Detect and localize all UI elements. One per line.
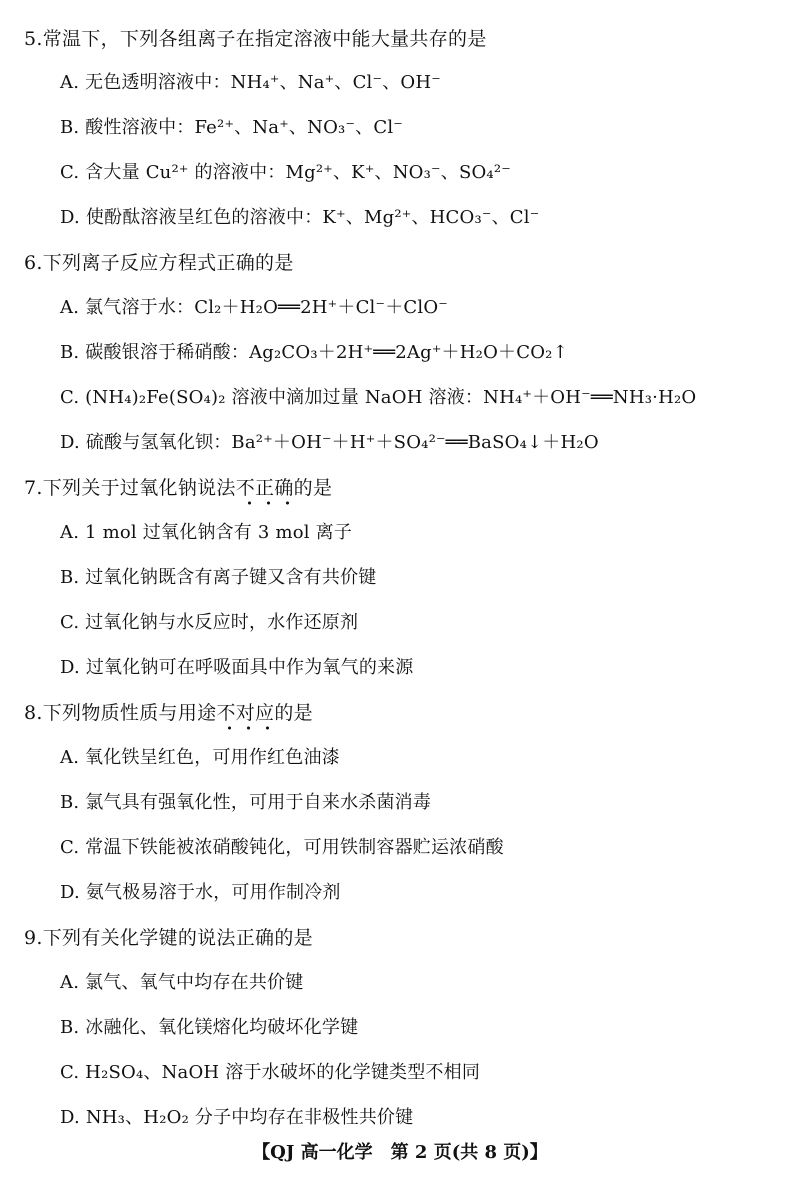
question-5-option-d: D. 使酚酞溶液呈红色的溶液中：K⁺、Mg²⁺、HCO₃⁻、Cl⁻ bbox=[60, 207, 540, 228]
question-8-option-c: C. 常温下铁能被浓硝酸钝化，可用铁制容器贮运浓硝酸 bbox=[60, 837, 504, 858]
question-8-option-d: D. 氨气极易溶于水，可用作制冷剂 bbox=[60, 882, 341, 903]
question-7-option-a: A. 1 mol 过氧化钠含有 3 mol 离子 bbox=[60, 522, 353, 543]
question-6-option-a: A. 氯气溶于水：Cl₂＋H₂O══2H⁺＋Cl⁻＋ClO⁻ bbox=[60, 297, 448, 318]
question-8-emphasis: 不对应 bbox=[216, 702, 275, 724]
question-6-option-d: D. 硫酸与氢氧化钡：Ba²⁺＋OH⁻＋H⁺＋SO₄²⁻══BaSO₄↓＋H₂O bbox=[60, 432, 599, 453]
question-9-option-c: C. H₂SO₄、NaOH 溶于水破坏的化学键类型不相同 bbox=[60, 1062, 481, 1083]
question-7-option-d: D. 过氧化钠可在呼吸面具中作为氧气的来源 bbox=[60, 657, 414, 678]
question-7-stem bbox=[24, 476, 332, 500]
question-8-stem-start: 8.下列物质性质与用途 bbox=[24, 702, 217, 724]
question-7-option-b: B. 过氧化钠既含有离子键又含有共价键 bbox=[60, 567, 377, 588]
question-6-option-c: C. (NH₄)₂Fe(SO₄)₂ 溶液中滴加过量 NaOH 溶液：NH₄⁺＋OH⁻══NH₃·H₂O bbox=[60, 387, 697, 408]
question-5-option-c: C. 含大量 Cu²⁺ 的溶液中：Mg²⁺、K⁺、NO₃⁻、SO₄²⁻ bbox=[60, 162, 511, 183]
question-6-stem: 6.下列离子反应方程式正确的是 bbox=[24, 252, 294, 274]
question-8-option-b: B. 氯气具有强氧化性，可用于自来水杀菌消毒 bbox=[60, 792, 432, 813]
question-7-stem-end: 的是 bbox=[293, 477, 333, 499]
question-9-stem: 9.下列有关化学键的说法正确的是 bbox=[24, 927, 313, 949]
question-8-option-a: A. 氧化铁呈红色，可用作红色油漆 bbox=[60, 747, 340, 768]
question-6-option-b: B. 碳酸银溶于稀硝酸：Ag₂CO₃＋2H⁺══2Ag⁺＋H₂O＋CO₂↑ bbox=[60, 342, 568, 363]
question-5-option-a: A. 无色透明溶液中：NH₄⁺、Na⁺、Cl⁻、OH⁻ bbox=[60, 72, 441, 93]
question-7-emphasis: 不正确 bbox=[235, 477, 294, 499]
question-7-stem-start: 7.下列关于过氧化钠说法 bbox=[24, 477, 236, 499]
question-8-stem-end: 的是 bbox=[274, 702, 313, 724]
question-8-stem bbox=[24, 701, 313, 725]
question-9-option-a: A. 氯气、氧气中均存在共价键 bbox=[60, 972, 304, 993]
question-5-stem: 5.常温下，下列各组离子在指定溶液中能大量共存的是 bbox=[24, 28, 487, 50]
question-7-option-c: C. 过氧化钠与水反应时，水作还原剂 bbox=[60, 612, 359, 633]
question-5-option-b: B. 酸性溶液中：Fe²⁺、Na⁺、NO₃⁻、Cl⁻ bbox=[60, 117, 403, 138]
question-9-option-d: D. NH₃、H₂O₂ 分子中均存在非极性共价键 bbox=[60, 1107, 414, 1128]
question-9-option-b: B. 冰融化、氧化镁熔化均破坏化学键 bbox=[60, 1017, 359, 1038]
page-footer: 【QJ 高一化学 第 2 页(共 8 页)】 bbox=[252, 1142, 548, 1163]
